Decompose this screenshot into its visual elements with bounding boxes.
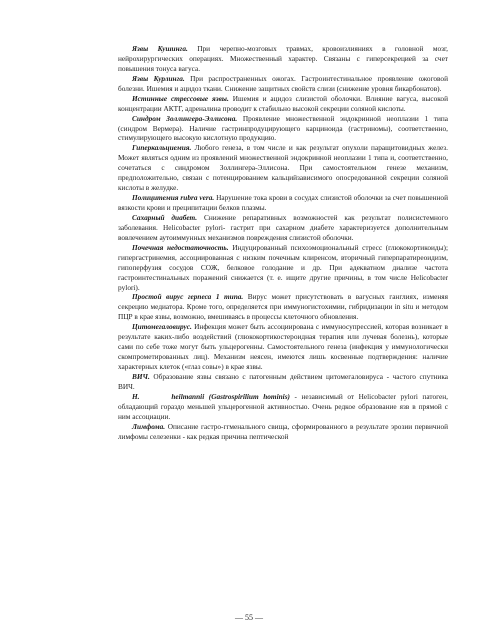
paragraph-curling-ulcers xyxy=(118,74,448,94)
paragraph-herpes-simplex xyxy=(118,292,448,322)
paragraph-hypercalcemia xyxy=(118,143,448,193)
paragraph-term: ВИЧ. xyxy=(132,371,150,381)
paragraph-term: Язвы Кушинга. xyxy=(132,44,188,53)
paragraph-term: Истинные стрессовые язвы. xyxy=(132,93,229,103)
paragraph-term: Синдром Золлингера-Эллисона. xyxy=(132,113,238,123)
paragraph-stress-ulcers xyxy=(118,94,448,114)
paragraph-term: Цитомегаловирус. xyxy=(132,322,192,332)
body-text xyxy=(118,44,448,442)
paragraph-text: Снижение репаративных возможностей как результат полисистемного заболевания. Helicobacter pylori- гастрит при сахарном диабете характеризуется дополнительным вовлечением аутоиммунных механизмов повреждения слизистой оболочки. xyxy=(118,212,448,242)
paragraph-diabetes xyxy=(118,213,448,243)
paragraph-text: Инфекция может быть ассоциирована с иммуносупрессией, которая возникает в результате каких-либо воздействий (глюкокортикостероидная терапия или лучевая болезнь), которые сами по себе тоже могут быть ульцерогенны. Самостоятельного генеза (инфекция у иммунологически скомпрометированных лиц). Механизм неясен, имеются лишь косвенные подтверждения: наличие характерных клеток («глаз совы») в крае язвы. xyxy=(118,322,448,371)
paragraph-term: Лимфома. xyxy=(132,421,166,431)
paragraph-text: При распространенных ожогах. Гастроинтестинальное проявление ожоговой болезни. Ишемия и ацидоз ткани. Снижение защитных свойств слизи (снижение уровня бикарбонатов). xyxy=(118,73,448,93)
paragraph-text: Вирус может присутствовать в вагусных ганглиях, изменяя секрецию медиатора. Кроме того, определяется при иммуногистохимии, гибридизации in situ и методом ПЦР в крае язвы, возможно, вмешиваясь в процессы клеточного обновления. xyxy=(118,292,448,322)
paragraph-text: Проявление множественной эндокринной неоплазии 1 типа (синдром Вермера). Наличие гастринпродуцирующего карциноида (гастриномы), соответственно, стимулирующего высокую кислотную продукцию. xyxy=(118,113,448,143)
paragraph-term: H. heilmannii (Gastrospirilium hominis) xyxy=(132,391,290,401)
paragraph-text: Нарушение тока крови в сосудах слизистой оболочки за счет повышенной вязкости крови и преципитации белков плазмы. xyxy=(118,193,448,212)
paragraph-term: Сахарный диабет. xyxy=(132,212,198,222)
paragraph-term: Полицитемия rubra vera. xyxy=(132,193,215,203)
paragraph-text: Ишемия и ацидоз слизистой оболочки. Влияние вагуса, высокой концентрации АКТГ, адреналина проводит к стабильно высокой секреции соляной кислоты. xyxy=(118,93,448,113)
paragraph-text: Описание гастро-ггменального свища, сформированного в результате эрозии первичной лимфомы селезенки - как редкая причина пептической xyxy=(118,421,448,441)
paragraph-text: Любого генеза, в том числе и как результат опухоли паращитовидных желез. Может являться одним из проявлений множественной эндокринной неоплазии 1 типа и, соответственно, сочетаться с синдромом Золлингера-Эллисона. При самостоятельном генезе механизм, предположительно, связан с потенцированием кальцийзависимого опосредованной секреции соляной кислоты в желудке. xyxy=(118,143,448,193)
paragraph-lymphoma xyxy=(118,422,448,442)
paragraph-hiv xyxy=(118,372,448,392)
paragraph-zollinger-ellison xyxy=(118,114,448,144)
paragraph-term: Гиперкальциемия. xyxy=(132,143,192,153)
paragraph-renal-failure xyxy=(118,243,448,293)
paragraph-text: Индуцированный психоэмоциональный стресс (глюкокортикоиды); гипергастринемия, ассоциированная с низким почечным клиренсом, вторичный гиперпаратиреоидизм, гипоперфузия сосудов СОЖ, белковое голодание и др. При адекватном диализе частота гастроинтестинальных поражений снижается (т. е. ищите другие причины, в том числе Helicobacter pylori). xyxy=(118,242,448,292)
paragraph-cushing-ulcers xyxy=(118,44,448,74)
paragraph-text: Образование язвы связано с патогенным действием цитомегаловируса - частого спутника ВИЧ. xyxy=(118,371,448,391)
page-number: — 55 — xyxy=(235,613,263,622)
paragraph-term: Язвы Курлинга. xyxy=(132,73,185,83)
paragraph-polycythemia xyxy=(118,193,448,213)
paragraph-text: При черепно-мозговых травмах, кровоизлияниях в головной мозг, нейрохирургических операциях. Множественный характер. Связаны с гиперсекрецией за счет повышения тонуса вагуса. xyxy=(118,44,449,73)
paragraph-h-heilmannii xyxy=(118,392,448,422)
paragraph-term: Почечная недостаточность. xyxy=(132,242,229,252)
paragraph-text: - независимый от Helicobacter pylori патоген, обладающий гораздо меньшей ульцерогенной активностью. Очень редкое образование язв в прямой с ним ассоциации. xyxy=(118,391,448,421)
paragraph-term: Простой вирус герпеса 1 типа. xyxy=(132,292,244,302)
paragraph-cytomegalovirus xyxy=(118,322,448,372)
